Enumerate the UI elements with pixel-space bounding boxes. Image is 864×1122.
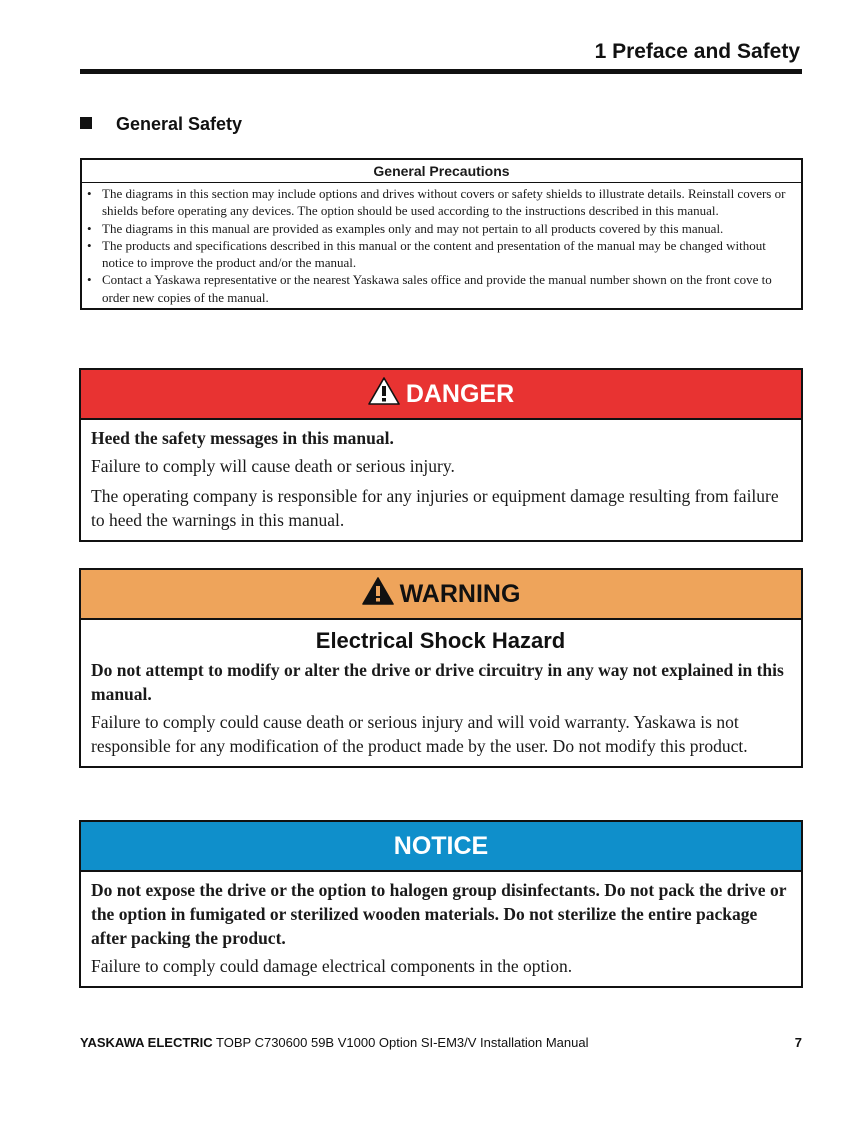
notice-strong-text: Do not expose the drive or the option to halogen group disinfectants. Do not pack the drive or the option in fumigated or sterilized wooden materials. Do not sterilize the entire package after packing the product. bbox=[91, 880, 787, 948]
bullet-icon: • bbox=[87, 272, 92, 288]
precautions-list bbox=[82, 183, 801, 308]
warning-label: WARNING bbox=[399, 580, 521, 608]
danger-text-2: The operating company is responsible for any injuries or equipment damage resulting from failure to heed the warnings in this manual. bbox=[91, 486, 779, 530]
page-footer bbox=[80, 1035, 802, 1050]
warning-banner bbox=[81, 570, 801, 620]
section-heading-text: General Safety bbox=[116, 114, 243, 134]
precautions-caption: General Precautions bbox=[82, 160, 801, 183]
footer-brand: YASKAWA ELECTRIC bbox=[80, 1035, 213, 1050]
notice-text: Failure to comply could damage electrical components in the option. bbox=[91, 956, 573, 976]
danger-body bbox=[81, 420, 801, 540]
header-rule bbox=[80, 69, 802, 74]
warning-triangle-icon bbox=[362, 577, 394, 605]
danger-box bbox=[79, 368, 803, 542]
list-item: • The diagrams in this manual are provided as examples only and may not pertain to all products covered by this manual. bbox=[87, 220, 724, 236]
page-header-title: 1 Preface and Safety bbox=[594, 40, 800, 63]
notice-banner bbox=[81, 822, 801, 872]
warning-body bbox=[81, 620, 801, 766]
danger-label: DANGER bbox=[405, 380, 515, 408]
warning-subhead: Electrical Shock Hazard bbox=[315, 628, 566, 653]
danger-banner bbox=[81, 370, 801, 420]
list-item: • The products and specifications described in this manual or the content and presentation of the manual may be changed without notice to improve the product and/or the manual. bbox=[87, 237, 766, 271]
notice-body bbox=[81, 872, 801, 986]
notice-label: NOTICE bbox=[393, 832, 489, 860]
bullet-icon: • bbox=[87, 220, 92, 236]
warning-strong-text: Do not attempt to modify or alter the drive or drive circuitry in any way not explained in this manual. bbox=[91, 660, 784, 704]
warning-box bbox=[79, 568, 803, 768]
danger-text-1: Failure to comply will cause death or serious injury. bbox=[91, 456, 455, 476]
section-heading bbox=[80, 114, 242, 135]
warning-triangle-icon bbox=[368, 377, 400, 405]
danger-strong-text: Heed the safety messages in this manual. bbox=[91, 428, 394, 448]
page-number: 7 bbox=[794, 1035, 802, 1050]
list-item: • The diagrams in this section may include options and drives without covers or safety shields to illustrate details. Reinstall covers or shields before operating any devices. The option should be used according to the instructions described in this manual. bbox=[87, 186, 786, 219]
general-precautions-box bbox=[80, 158, 803, 310]
warning-text: Failure to comply could cause death or serious injury and will void warranty. Yaskawa is not responsible for any modification of the product made by the user. Do not modify this product. bbox=[91, 712, 748, 756]
footer-doc-title: TOBP C730600 59B V1000 Option SI-EM3/V Installation Manual bbox=[212, 1035, 589, 1050]
notice-box bbox=[79, 820, 803, 988]
bullet-icon: • bbox=[87, 237, 92, 253]
bullet-icon: • bbox=[87, 186, 92, 201]
square-bullet-icon bbox=[80, 117, 92, 129]
list-item: • Contact a Yaskawa representative or the nearest Yaskawa sales office and provide the manual number shown on the front cove to order new copies of the manual. bbox=[87, 272, 772, 305]
